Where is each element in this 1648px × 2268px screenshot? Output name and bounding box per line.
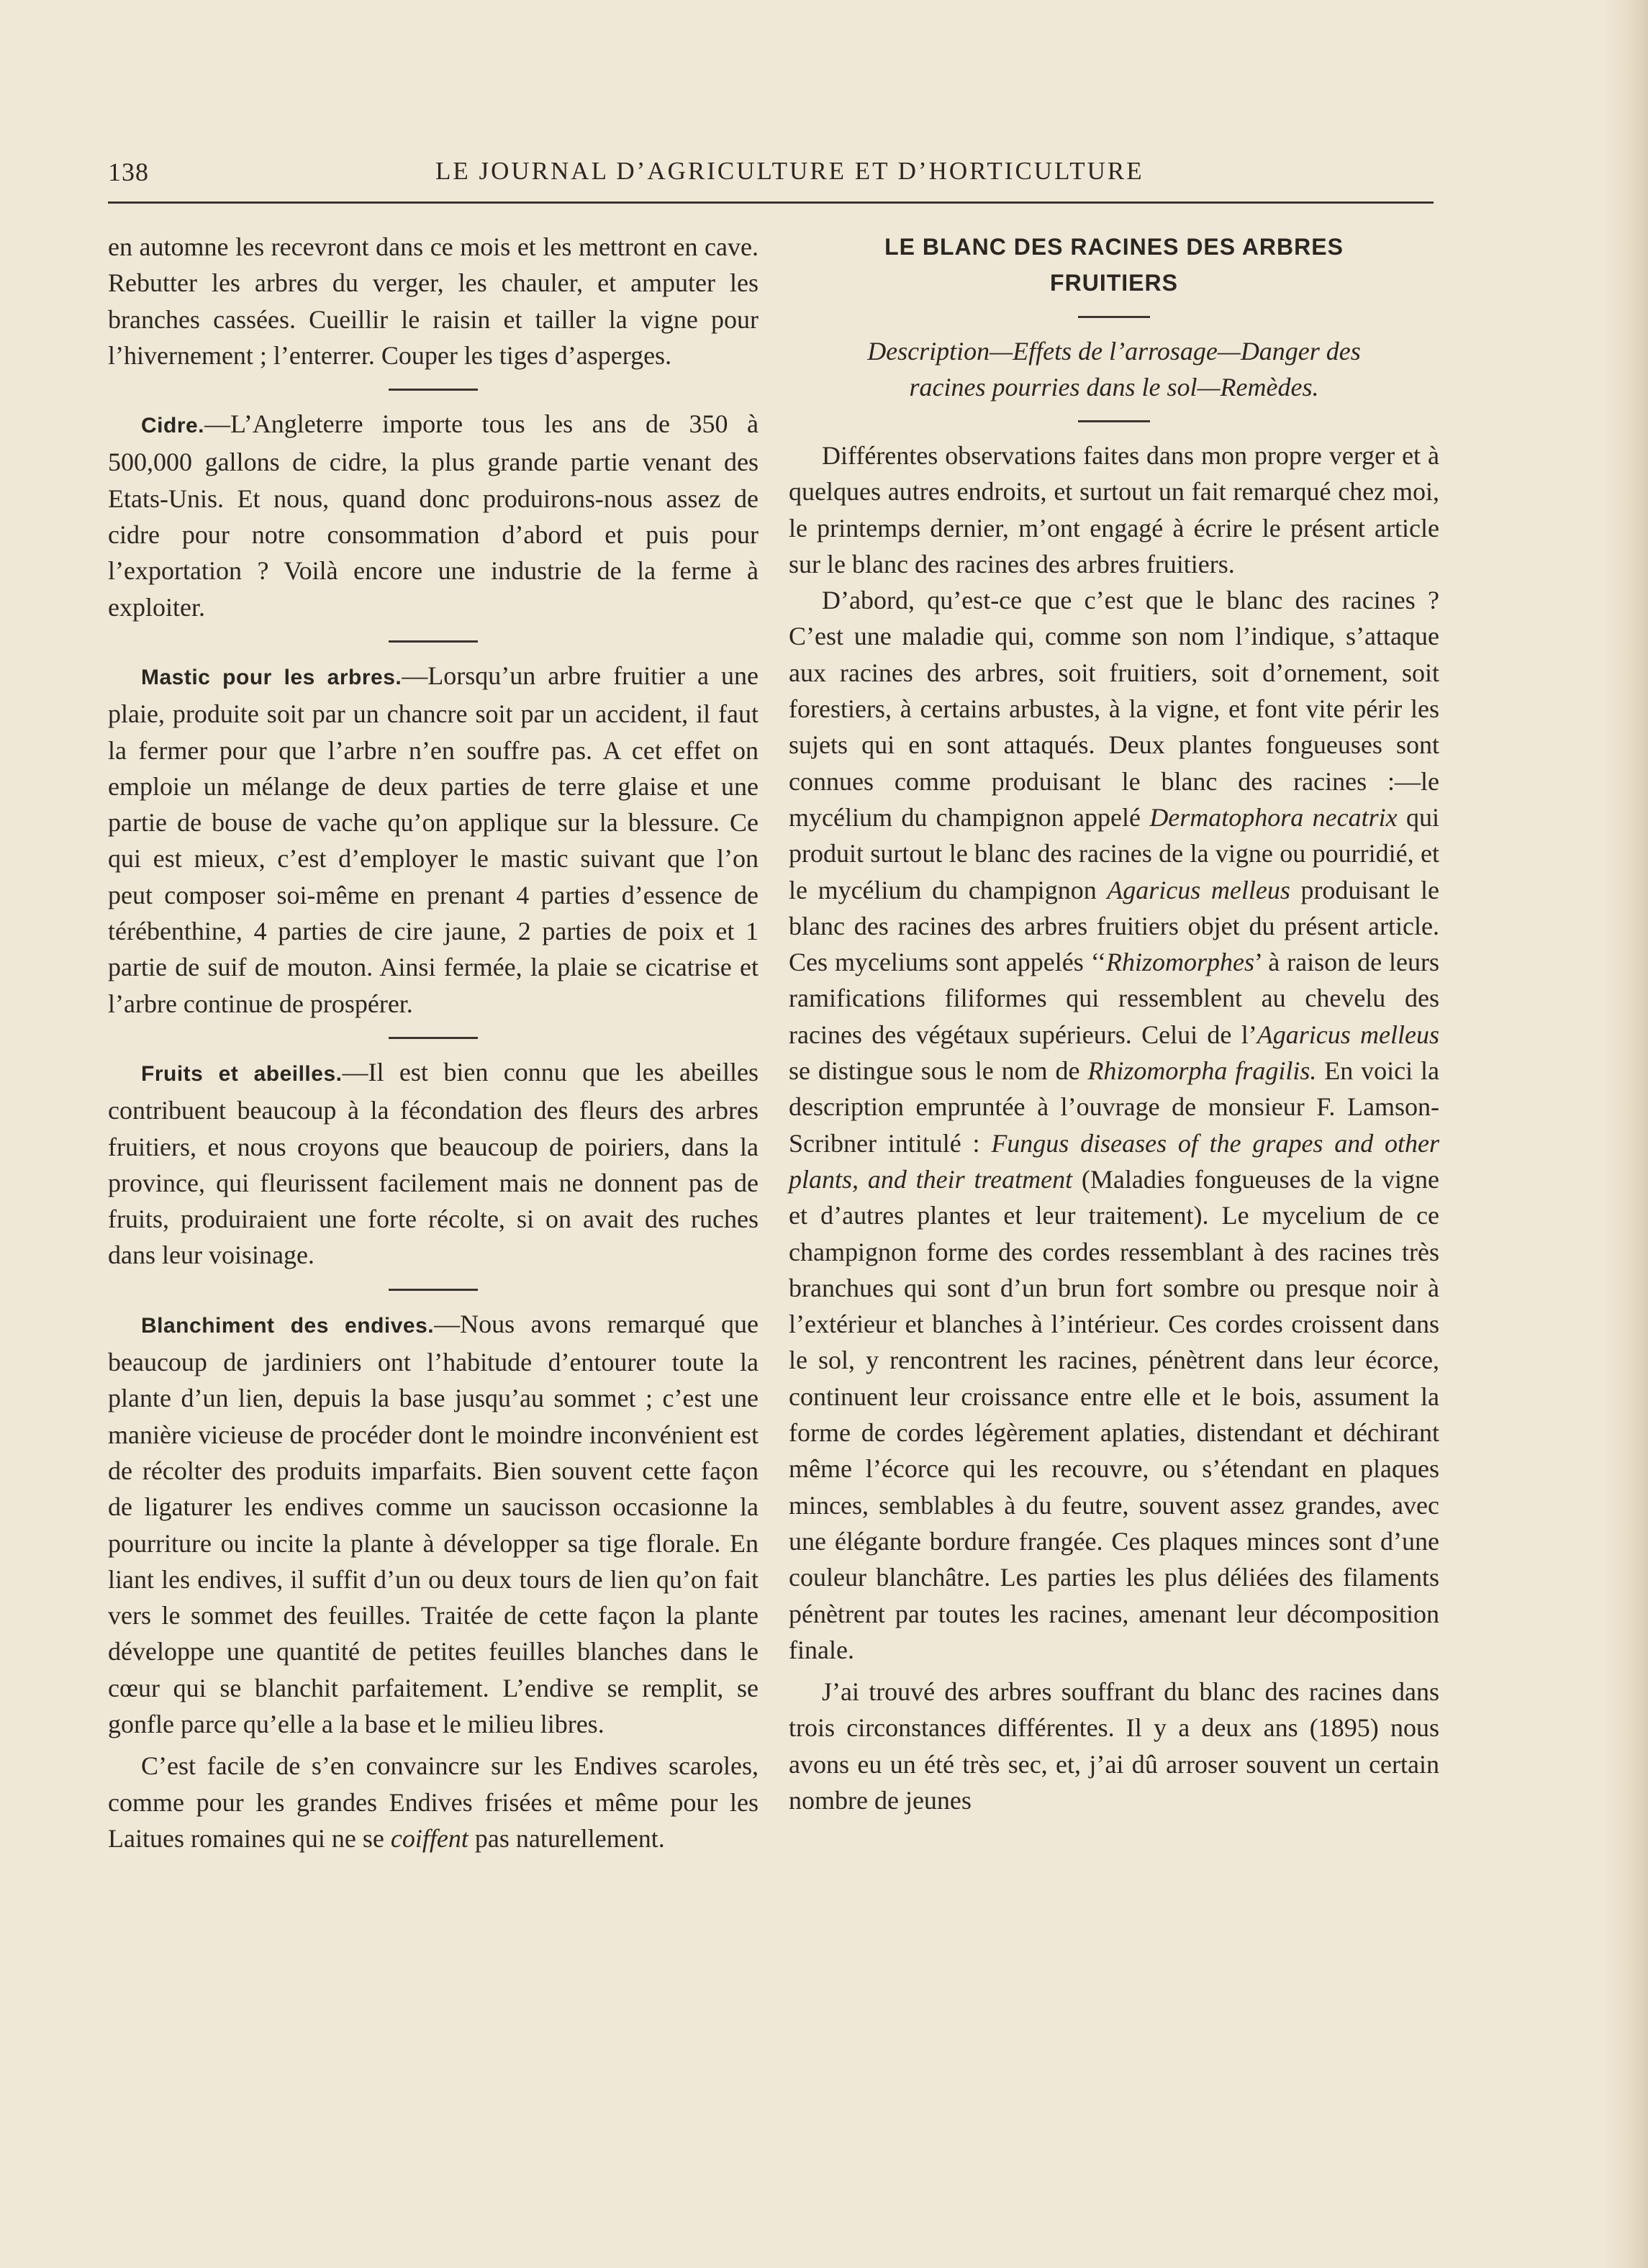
mastic-text: —Lorsqu’un arbre fruitier a une plaie, produite soit par un chancre soit par un accident, il faut la fermer pour que l’arbre n’en souffre pas. A cet effet on emploie un mélange de deux parties de terre glaise et une partie de bouse de vache qu’on applique sur la blessure. Ce qui est mieux, c’est d’employer le mastic suivant que l’on peut composer soi-même en prenant 4 parties d’essence de térébenthine, 4 parties de cire jaune, 2 parties de poix et 1 partie de suif de mouton. Ainsi fermée, la plaie se cicatrise et l’arbre continue de prospérer. — [108, 661, 759, 1018]
p2-g: ’ à raison de leurs ramifications filiformes qui ressemblent au chevelu des racines des végétaux supérieurs. Celui de l’ — [789, 948, 1439, 1049]
p2-rhizomorpha: Rhizomorpha fragilis. — [1087, 1056, 1317, 1086]
subtitle-divider — [1078, 420, 1150, 422]
article-title — [789, 229, 1439, 301]
intro-paragraph: en automne les recevront dans ce mois et les mettront en cave. Rebutter les arbres du verger, les chauler, et amputer les branches cassées. Cueillir le raisin et tailler la vigne pour l’hivernement ; l’enterrer. Couper les tiges d’asperges. — [108, 232, 759, 370]
header-rule — [108, 201, 1434, 204]
mastic-title: Mastic pour les arbres. — [141, 665, 402, 689]
cidre-text: —L’Angleterre importe tous les ans de 350 à 500,000 gallons de cidre, la plus grande partie venant des Etats-Unis. Et nous, quand donc produirons-nous assez de cidre pour notre consommation d’abord et puis pour l’exportation ? Voilà encore une industrie de la ferme à exploiter. — [108, 409, 759, 622]
p2-c: qui produit surtout le blanc des racines de la vigne ou pourridié, et le mycélium du champignon — [789, 802, 1439, 904]
article-subtitle — [789, 333, 1439, 405]
cidre-paragraph — [108, 406, 759, 625]
p2-m: (Maladies fongueuses de la vigne et d’autres plantes et leur traitement). Le mycelium de ce champignon forme des cordes ressemblant à des racines très branchues qui sont d’un brun fort sombre ou presque noir à l’extérieur et blanches à l’intérieur. Ces cordes croissent dans le sol, y rencontrent les racines, pénètrent dans leur écorce, continuent leur croissance entre elle et le bois, assument la forme de cordes légèrement aplaties, distendant et déchirant même l’écorce qui les recouvre, ou s’étendant en plaques minces, semblables à du feutre, souvent assez grandes, avec une élégante bordure frangée. Ces plaques minces sont d’une couleur blanchâtre. Les parties les plus déliées des filaments pénètrent par toutes les racines, amenant leur décomposition finale. — [789, 1164, 1439, 1664]
right-column — [789, 229, 1439, 1818]
journal-title: LE JOURNAL D’AGRICULTURE ET D’HORTICULTURE — [435, 157, 1144, 185]
blanchiment-title: Blanchiment des endives. — [141, 1313, 435, 1338]
page-header — [108, 157, 1432, 194]
page-number: 138 — [108, 158, 149, 186]
article-subtitle-line-1: Description—Effets de l’arrosage—Danger des — [867, 337, 1361, 366]
p2-agaricus: Agaricus melleus — [1107, 875, 1290, 904]
article-paragraph-3: J’ai trouvé des arbres souffrant du blanc des racines dans trois circonstances différentes. Il y a deux ans (1895) nous avons eu un été très sec, et, j’ai dû arroser souvent un certain nombre de jeunes — [789, 1677, 1439, 1815]
fruits-paragraph — [108, 1054, 759, 1274]
section-divider — [389, 1289, 478, 1291]
p2-i: se distingue sous le nom de — [789, 1056, 1088, 1086]
page-edge — [1603, 0, 1648, 2268]
p2-e: produisant le blanc des racines des arbres fruitiers objet du présent article. Ces myceliums sont appelés ‘‘ — [789, 875, 1439, 977]
article-title-line-1: LE BLANC DES RACINES DES ARBRES — [884, 234, 1344, 260]
p2-agaricus-2: Agaricus melleus — [1257, 1020, 1439, 1049]
blanchiment-text2-b: pas naturellement. — [468, 1823, 665, 1853]
article-subtitle-line-2: racines pourries dans le sol—Remèdes. — [909, 373, 1319, 402]
cidre-title: Cidre. — [141, 414, 205, 438]
title-divider — [1078, 316, 1150, 318]
article-paragraph-2 — [789, 582, 1439, 1668]
fruits-title: Fruits et abeilles. — [141, 1061, 343, 1086]
p2-book-title: Fungus diseases of the grapes and other plants, and their treatment — [789, 1128, 1439, 1194]
blanchiment-text2-em: coiffent — [390, 1823, 468, 1853]
left-column — [108, 229, 759, 1856]
section-divider — [389, 640, 478, 643]
section-divider — [389, 1037, 478, 1039]
blanchiment-paragraph — [108, 1306, 759, 1743]
p2-rhizomorphes: Rhizomorphes — [1106, 948, 1254, 977]
blanchiment-text2-a: C’est facile de s’en convaincre sur les Endives scaroles, comme pour les grandes Endives frisées et même pour les Laitues romaines qui ne se — [108, 1751, 759, 1853]
p2-a: D’abord, qu’est-ce que c’est que le blanc des racines ? C’est une maladie qui, comme son nom l’indique, s’attaque aux racines des arbres, soit fruitiers, soit d’ornement, soit forestiers, à certains arbustes, à la vigne, et font vite périr les sujets qui en sont attaqués. Deux plantes fongueuses sont connues comme produisant le blanc des racines :—le mycélium du champignon appelé — [789, 586, 1439, 832]
blanchiment-text: —Nous avons remarqué que beaucoup de jardiniers ont l’habitude d’entourer toute la plante d’un lien, depuis la base jusqu’au sommet ; c’est une manière vicieuse de procéder dont le moindre inconvénient est de récolter des produits imparfaits. Bien souvent cette façon de ligaturer les endives comme un saucisson occasionne la pourriture ou incite la plante à développer sa tige florale. En liant les endives, il suffit d’un ou deux tours de lien qu’on fait vers le sommet des feuilles. Traitée de cette façon la plante développe une quantité de petites feuilles blanches dans le cœur qui se blanchit parfaitement. L’endive se remplit, se gonfle parce qu’elle a la base et le milieu libres. — [108, 1309, 759, 1738]
p2-k: En voici la description empruntée à l’ouvrage de monsieur F. Lamson-Scribner intitulé : — [789, 1056, 1440, 1158]
article-paragraph-1: Différentes observations faites dans mon propre verger et à quelques autres endroits, et surtout un fait remarqué chez moi, le printemps dernier, m’ont engagé à écrire le présent article sur le blanc des racines des arbres fruitiers. — [789, 441, 1439, 579]
fruits-text: —Il est bien connu que les abeilles contribuent beaucoup à la fécondation des fleurs des arbres fruitiers, et nous croyons que beaucoup de poiriers, dans la province, qui fleurissent facilement mais ne donnent pas de fruits, produiraient une forte récolte, si on avait des ruches dans leur voisinage. — [108, 1057, 759, 1270]
article-title-line-2: FRUITIERS — [1050, 270, 1178, 296]
section-divider — [389, 389, 478, 391]
p2-dermatophora: Dermatophora necatrix — [1149, 802, 1398, 832]
mastic-paragraph — [108, 658, 759, 1022]
blanchiment-paragraph-2 — [108, 1748, 759, 1856]
